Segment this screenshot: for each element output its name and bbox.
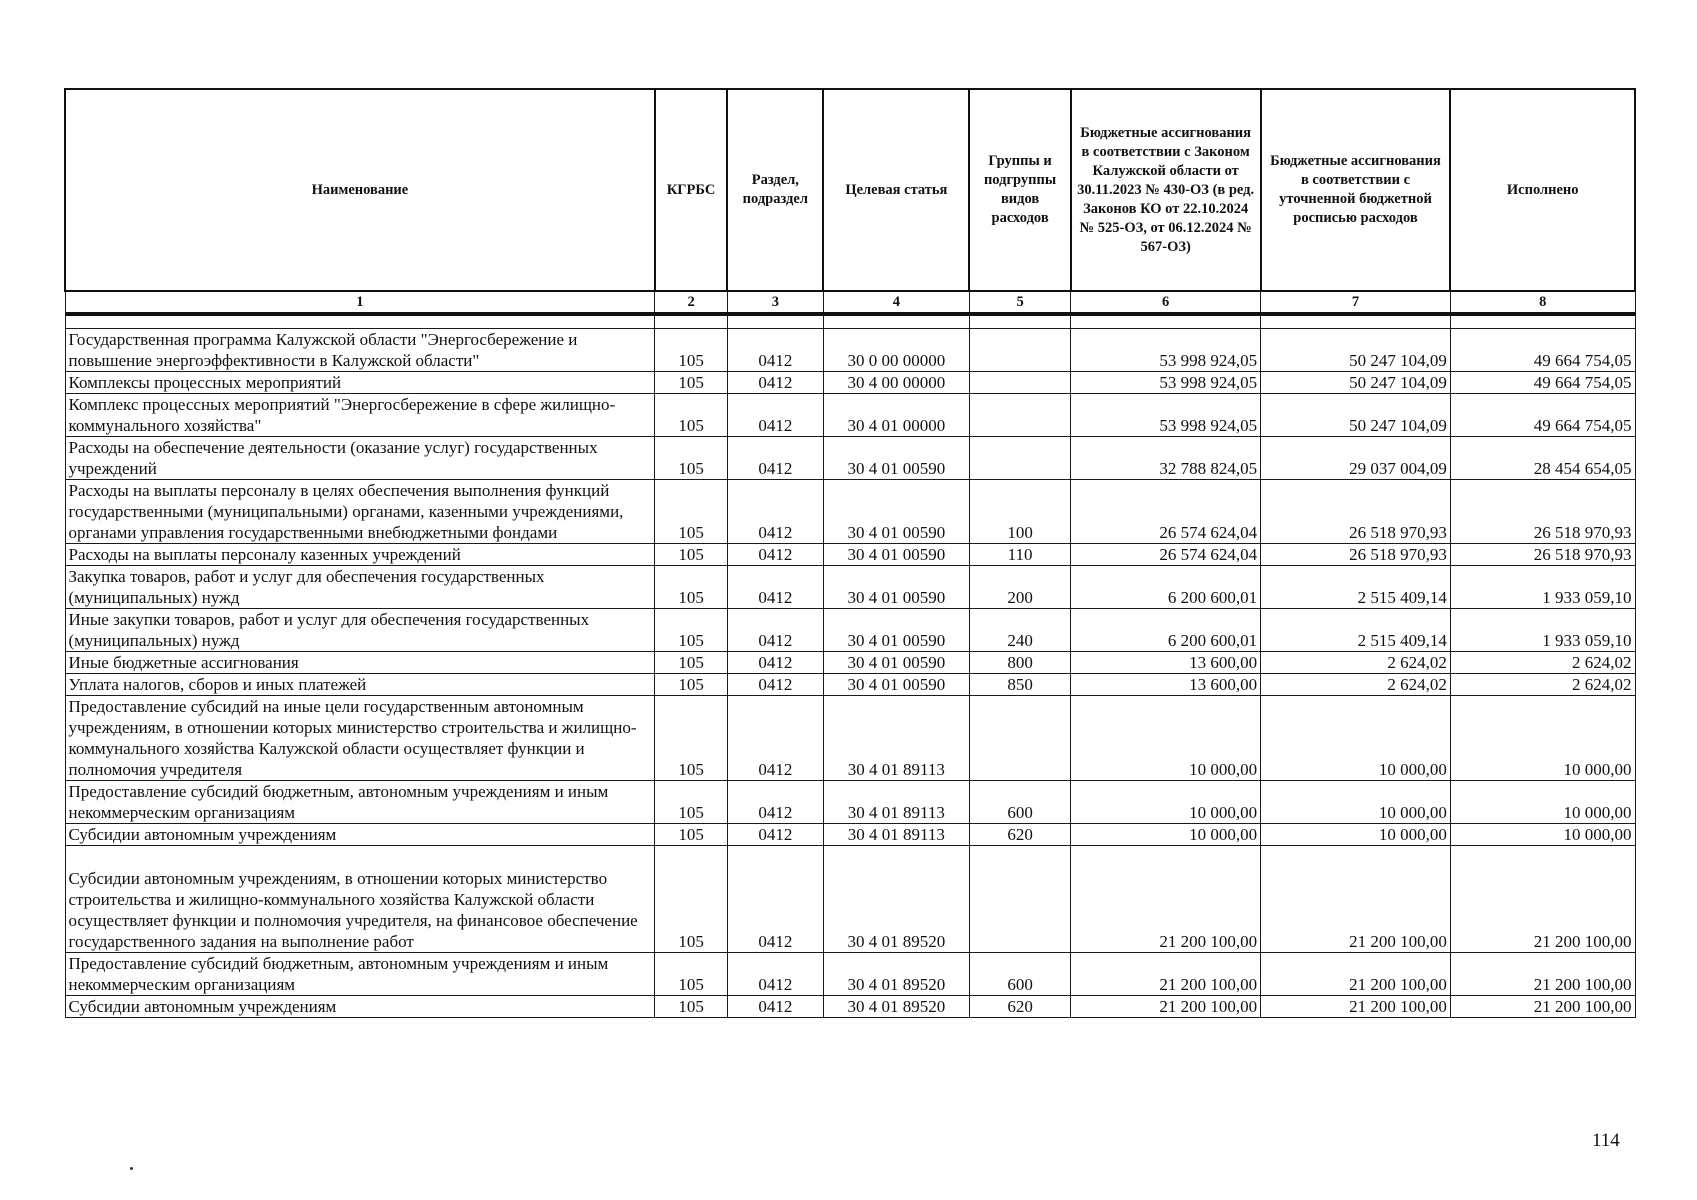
row-kgrbs: 105	[655, 696, 728, 781]
row-rospis-amount: 21 200 100,00	[1261, 953, 1451, 996]
row-statya: 30 4 01 00590	[823, 566, 969, 609]
row-executed-amount: 26 518 970,93	[1450, 544, 1635, 566]
row-razdel: 0412	[727, 609, 823, 652]
row-statya: 30 4 01 89113	[823, 781, 969, 824]
row-rospis-amount: 21 200 100,00	[1261, 846, 1451, 953]
row-name: Закупка товаров, работ и услуг для обеспечения государственных (муниципальных) нужд	[65, 566, 655, 609]
row-rospis-amount: 26 518 970,93	[1261, 480, 1451, 544]
row-name: Субсидии автономным учреждениям	[65, 996, 655, 1018]
column-number: 2	[655, 291, 728, 314]
row-executed-amount: 10 000,00	[1450, 696, 1635, 781]
row-vid	[969, 437, 1070, 480]
row-statya: 30 4 01 00000	[823, 394, 969, 437]
row-kgrbs: 105	[655, 544, 728, 566]
table-row	[65, 846, 1635, 953]
row-vid: 600	[969, 953, 1070, 996]
column-number: 5	[969, 291, 1070, 314]
row-kgrbs: 105	[655, 394, 728, 437]
row-statya: 30 4 01 89520	[823, 846, 969, 953]
row-executed-amount: 2 624,02	[1450, 652, 1635, 674]
row-vid: 600	[969, 781, 1070, 824]
row-statya: 30 4 01 89113	[823, 824, 969, 846]
header-plan: Бюджетные ассигнования в соответствии с Законом Калужской области от 30.11.2023 № 430-ОЗ (в ред. Законов КО от 22.10.2024 № 525-ОЗ, от 06.12.2024 № 567-ОЗ)	[1071, 89, 1261, 291]
budget-document	[64, 88, 1636, 1018]
row-rospis-amount: 50 247 104,09	[1261, 372, 1451, 394]
row-kgrbs: 105	[655, 372, 728, 394]
row-executed-amount: 21 200 100,00	[1450, 846, 1635, 953]
row-razdel: 0412	[727, 437, 823, 480]
row-executed-amount: 21 200 100,00	[1450, 953, 1635, 996]
row-rospis-amount: 50 247 104,09	[1261, 329, 1451, 372]
row-name: Субсидии автономным учреждениям, в отношении которых министерство строительства и жилищно-коммунального хозяйства Калужской области осуществляет функции и полномочия учредителя, на финансовое обеспечение государственного задания на выполнение работ	[65, 846, 655, 953]
row-name: Комплекс процессных мероприятий "Энергосбережение в сфере жилищно-коммунального хозяйства"	[65, 394, 655, 437]
header-rospis: Бюджетные ассигнования в соответствии с уточненной бюджетной росписью расходов	[1261, 89, 1451, 291]
row-kgrbs: 105	[655, 566, 728, 609]
row-executed-amount: 10 000,00	[1450, 824, 1635, 846]
column-number: 3	[727, 291, 823, 314]
row-rospis-amount: 2 624,02	[1261, 652, 1451, 674]
row-kgrbs: 105	[655, 609, 728, 652]
header-statya: Целевая статья	[823, 89, 969, 291]
page-number: 114	[1592, 1130, 1620, 1151]
scan-speck	[130, 1167, 133, 1170]
row-kgrbs: 105	[655, 996, 728, 1018]
row-razdel: 0412	[727, 329, 823, 372]
row-name: Уплата налогов, сборов и иных платежей	[65, 674, 655, 696]
row-name: Расходы на выплаты персоналу в целях обеспечения выполнения функций государственными (муниципальными) органами, казенными учреждениями, органами управления государственными внебюджетными фондами	[65, 480, 655, 544]
row-plan-amount: 6 200 600,01	[1071, 609, 1261, 652]
row-statya: 30 4 01 89520	[823, 953, 969, 996]
row-statya: 30 4 01 89520	[823, 996, 969, 1018]
row-razdel: 0412	[727, 953, 823, 996]
column-number-row	[65, 291, 1635, 314]
row-kgrbs: 105	[655, 846, 728, 953]
table-row	[65, 696, 1635, 781]
row-name: Государственная программа Калужской области "Энергосбережение и повышение энергоэффективности в Калужской области"	[65, 329, 655, 372]
header-vid: Группы и подгруппы видов расходов	[969, 89, 1070, 291]
row-kgrbs: 105	[655, 953, 728, 996]
header-ispolneno: Исполнено	[1450, 89, 1635, 291]
table-row	[65, 480, 1635, 544]
row-rospis-amount: 2 624,02	[1261, 674, 1451, 696]
row-kgrbs: 105	[655, 437, 728, 480]
row-razdel: 0412	[727, 480, 823, 544]
row-plan-amount: 13 600,00	[1071, 674, 1261, 696]
row-executed-amount: 10 000,00	[1450, 781, 1635, 824]
table-row	[65, 824, 1635, 846]
row-vid: 620	[969, 996, 1070, 1018]
row-name: Предоставление субсидий бюджетным, автономным учреждениям и иным некоммерческим организациям	[65, 953, 655, 996]
row-statya: 30 4 01 00590	[823, 674, 969, 696]
row-executed-amount: 1 933 059,10	[1450, 566, 1635, 609]
row-vid: 110	[969, 544, 1070, 566]
row-vid: 240	[969, 609, 1070, 652]
row-kgrbs: 105	[655, 329, 728, 372]
row-executed-amount: 49 664 754,05	[1450, 394, 1635, 437]
table-row	[65, 652, 1635, 674]
row-plan-amount: 6 200 600,01	[1071, 566, 1261, 609]
row-razdel: 0412	[727, 544, 823, 566]
row-kgrbs: 105	[655, 824, 728, 846]
table-row	[65, 996, 1635, 1018]
header-razdel: Раздел, подраздел	[727, 89, 823, 291]
table-row	[65, 329, 1635, 372]
row-rospis-amount: 10 000,00	[1261, 696, 1451, 781]
row-name: Предоставление субсидий бюджетным, автономным учреждениям и иным некоммерческим организациям	[65, 781, 655, 824]
row-rospis-amount: 10 000,00	[1261, 824, 1451, 846]
row-plan-amount: 53 998 924,05	[1071, 329, 1261, 372]
row-rospis-amount: 2 515 409,14	[1261, 566, 1451, 609]
row-vid: 620	[969, 824, 1070, 846]
row-plan-amount: 10 000,00	[1071, 781, 1261, 824]
row-vid: 800	[969, 652, 1070, 674]
header-row	[65, 89, 1635, 291]
row-plan-amount: 10 000,00	[1071, 824, 1261, 846]
row-plan-amount: 21 200 100,00	[1071, 996, 1261, 1018]
row-rospis-amount: 10 000,00	[1261, 781, 1451, 824]
column-number: 7	[1261, 291, 1451, 314]
row-plan-amount: 26 574 624,04	[1071, 480, 1261, 544]
row-plan-amount: 21 200 100,00	[1071, 846, 1261, 953]
row-executed-amount: 1 933 059,10	[1450, 609, 1635, 652]
row-vid: 100	[969, 480, 1070, 544]
table-row	[65, 781, 1635, 824]
row-plan-amount: 53 998 924,05	[1071, 394, 1261, 437]
row-vid: 850	[969, 674, 1070, 696]
row-name: Расходы на выплаты персоналу казенных учреждений	[65, 544, 655, 566]
row-vid	[969, 372, 1070, 394]
row-plan-amount: 32 788 824,05	[1071, 437, 1261, 480]
row-vid	[969, 329, 1070, 372]
row-name: Иные бюджетные ассигнования	[65, 652, 655, 674]
row-executed-amount: 49 664 754,05	[1450, 372, 1635, 394]
row-name: Комплексы процессных мероприятий	[65, 372, 655, 394]
row-kgrbs: 105	[655, 480, 728, 544]
row-statya: 30 4 01 00590	[823, 437, 969, 480]
row-rospis-amount: 2 515 409,14	[1261, 609, 1451, 652]
row-razdel: 0412	[727, 996, 823, 1018]
row-statya: 30 4 01 00590	[823, 544, 969, 566]
row-razdel: 0412	[727, 781, 823, 824]
row-vid	[969, 394, 1070, 437]
column-number: 1	[65, 291, 655, 314]
row-razdel: 0412	[727, 652, 823, 674]
row-rospis-amount: 21 200 100,00	[1261, 996, 1451, 1018]
row-razdel: 0412	[727, 846, 823, 953]
table-row	[65, 394, 1635, 437]
row-razdel: 0412	[727, 674, 823, 696]
row-plan-amount: 21 200 100,00	[1071, 953, 1261, 996]
header-kgrbs: КГРБС	[655, 89, 728, 291]
row-razdel: 0412	[727, 696, 823, 781]
row-executed-amount: 26 518 970,93	[1450, 480, 1635, 544]
row-statya: 30 4 01 00590	[823, 609, 969, 652]
table-row	[65, 566, 1635, 609]
row-rospis-amount: 26 518 970,93	[1261, 544, 1451, 566]
row-name: Предоставление субсидий на иные цели государственным автономным учреждениям, в отношении которых министерство строительства и жилищно-коммунального хозяйства Калужской области осуществляет функции и полномочия учредителя	[65, 696, 655, 781]
row-plan-amount: 10 000,00	[1071, 696, 1261, 781]
row-statya: 30 4 01 00590	[823, 652, 969, 674]
row-name: Субсидии автономным учреждениям	[65, 824, 655, 846]
budget-table	[64, 88, 1636, 1018]
row-vid: 200	[969, 566, 1070, 609]
table-row	[65, 674, 1635, 696]
row-statya: 30 4 01 89113	[823, 696, 969, 781]
row-name: Иные закупки товаров, работ и услуг для обеспечения государственных (муниципальных) нужд	[65, 609, 655, 652]
row-executed-amount: 2 624,02	[1450, 674, 1635, 696]
row-kgrbs: 105	[655, 781, 728, 824]
column-number: 8	[1450, 291, 1635, 314]
table-row	[65, 953, 1635, 996]
row-vid	[969, 846, 1070, 953]
row-plan-amount: 13 600,00	[1071, 652, 1261, 674]
row-razdel: 0412	[727, 566, 823, 609]
column-number: 6	[1071, 291, 1261, 314]
row-kgrbs: 105	[655, 674, 728, 696]
row-statya: 30 4 01 00590	[823, 480, 969, 544]
table-body	[65, 314, 1635, 1018]
row-statya: 30 0 00 00000	[823, 329, 969, 372]
row-razdel: 0412	[727, 372, 823, 394]
table-row	[65, 437, 1635, 480]
row-razdel: 0412	[727, 824, 823, 846]
row-razdel: 0412	[727, 394, 823, 437]
spacer-row	[65, 314, 1635, 329]
header-name: Наименование	[65, 89, 655, 291]
row-rospis-amount: 29 037 004,09	[1261, 437, 1451, 480]
row-plan-amount: 53 998 924,05	[1071, 372, 1261, 394]
row-statya: 30 4 00 00000	[823, 372, 969, 394]
row-name: Расходы на обеспечение деятельности (оказание услуг) государственных учреждений	[65, 437, 655, 480]
row-executed-amount: 49 664 754,05	[1450, 329, 1635, 372]
column-number: 4	[823, 291, 969, 314]
table-row	[65, 609, 1635, 652]
table-row	[65, 372, 1635, 394]
row-executed-amount: 28 454 654,05	[1450, 437, 1635, 480]
row-kgrbs: 105	[655, 652, 728, 674]
row-executed-amount: 21 200 100,00	[1450, 996, 1635, 1018]
row-vid	[969, 696, 1070, 781]
row-plan-amount: 26 574 624,04	[1071, 544, 1261, 566]
table-row	[65, 544, 1635, 566]
row-rospis-amount: 50 247 104,09	[1261, 394, 1451, 437]
